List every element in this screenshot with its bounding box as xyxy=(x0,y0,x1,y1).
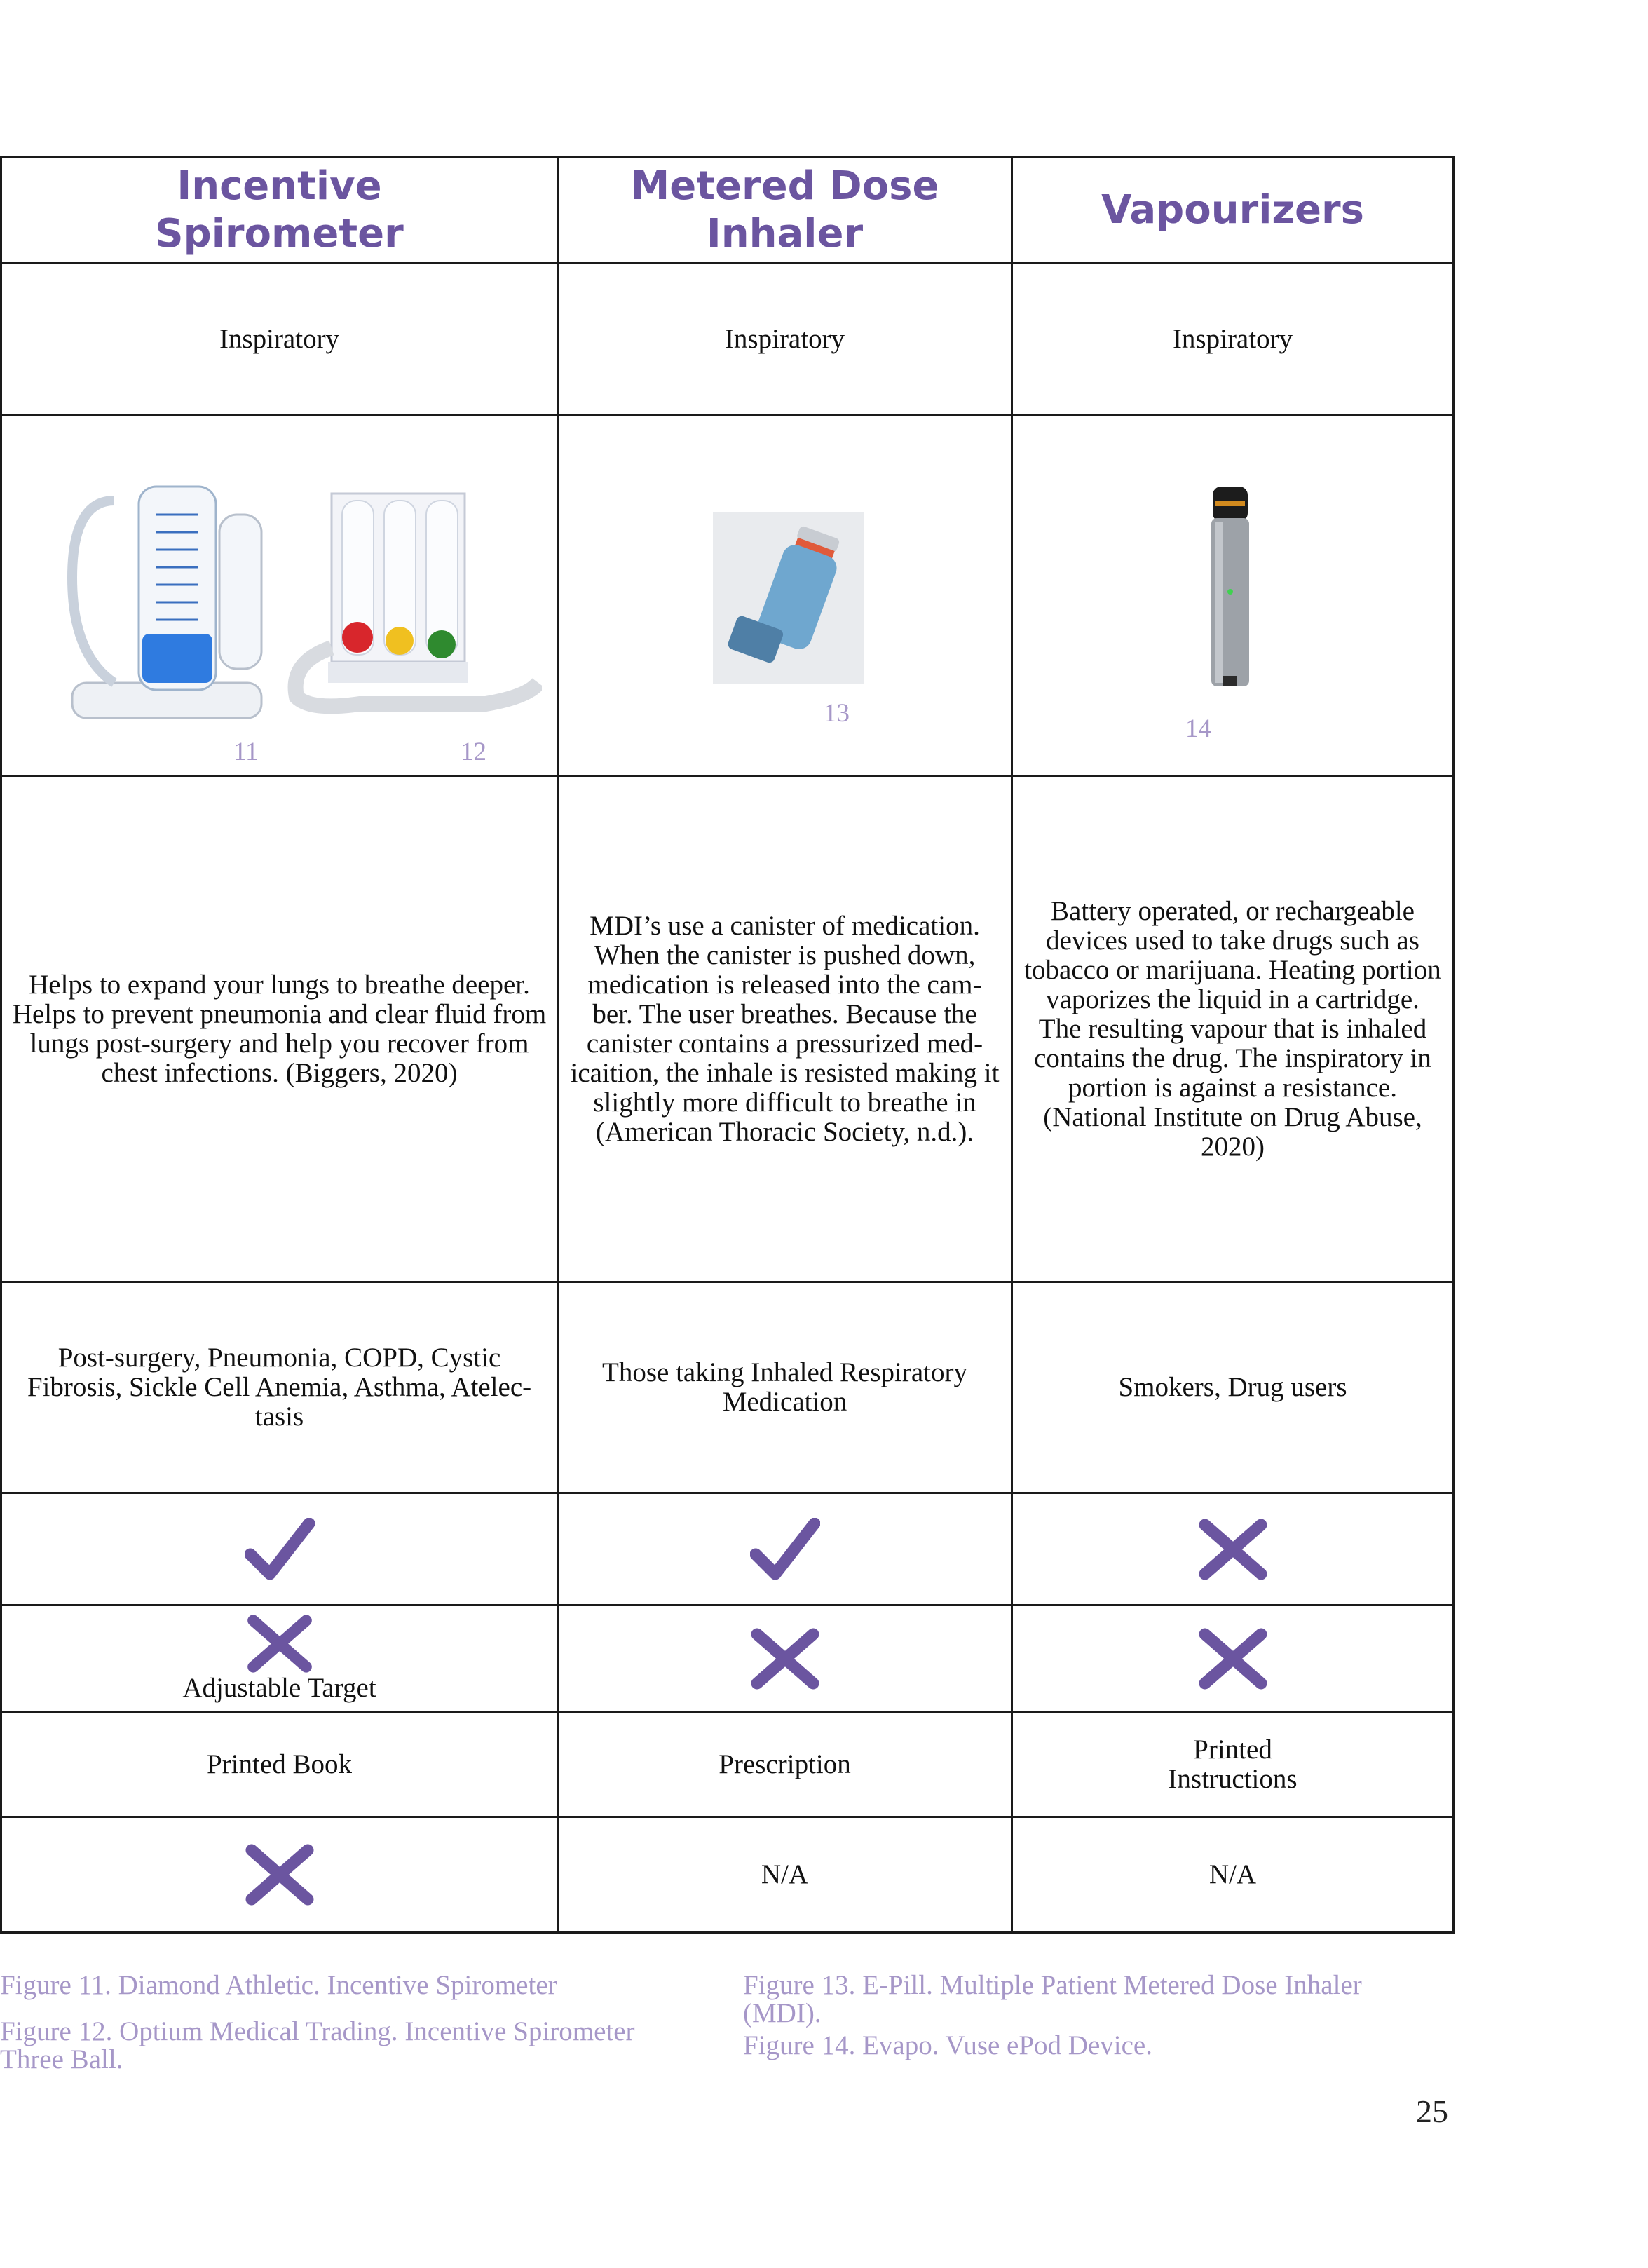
image-row xyxy=(1,416,1454,776)
caption-figure-12: Figure 12. Optium Medical Trading. Incentive Spirometer Three Ball. xyxy=(0,2016,635,2075)
users-text: Those taking Inhaled Respiratory Medication xyxy=(602,1357,967,1417)
users-cell: Post-surgery, Pneumonia, COPD, Cystic Fibrosis, Sickle Cell Anemia, Asthma, Atelec-tasis xyxy=(1,1282,558,1493)
figure-number: 11 xyxy=(233,738,259,766)
comparison-table xyxy=(0,156,1455,1934)
feature-cell xyxy=(1012,1605,1454,1712)
spirometer-images-cell xyxy=(1,416,558,776)
check-icon xyxy=(750,1518,820,1581)
final-cell: N/A xyxy=(1012,1817,1454,1933)
cross-icon xyxy=(245,1614,315,1673)
description-cell: MDI’s use a canister of medication. When the canister is pushed down, medication is released into the cam-ber. The user breathes. Because the canister contains a pressurized med-icaition, the inhale is resisted making it slightly more difficult to breathe in (American Thoracic Society, n.d.). xyxy=(558,776,1012,1282)
header-metered-dose-inhaler: Metered Dose Inhaler xyxy=(630,163,939,257)
cross-icon xyxy=(1198,1627,1268,1690)
feature-cell xyxy=(1,1493,558,1605)
header-row xyxy=(1,157,1454,264)
adjustable-target-label: Adjustable Target xyxy=(182,1673,376,1703)
final-cell: N/A xyxy=(558,1817,1012,1933)
feature-cell xyxy=(558,1605,1012,1712)
instructions-cell: Prescription xyxy=(558,1712,1012,1817)
feature-cell xyxy=(1,1605,558,1712)
header-cell xyxy=(1012,157,1454,264)
instructions-cell xyxy=(1012,1712,1454,1817)
cross-icon xyxy=(245,1843,315,1906)
page-number: 25 xyxy=(1416,2093,1448,2129)
final-cell xyxy=(1,1817,558,1933)
figure-number: 14 xyxy=(1185,714,1211,743)
caption-figure-11: Figure 11. Diamond Athletic. Incentive Spirometer xyxy=(0,1970,557,2000)
figure-number: 13 xyxy=(824,699,850,728)
feature-row xyxy=(1,1605,1454,1712)
type-cell: Inspiratory xyxy=(1,264,558,416)
feature-row xyxy=(1,1493,1454,1605)
type-cell: Inspiratory xyxy=(558,264,1012,416)
feature-cell xyxy=(1012,1493,1454,1605)
header-cell xyxy=(558,157,1012,264)
cross-icon xyxy=(750,1627,820,1690)
inhaler-illustration xyxy=(713,512,864,684)
header-incentive-spirometer: Incentive Spirometer xyxy=(155,163,404,257)
inhaler-image-cell xyxy=(558,416,1012,776)
vape-image-cell xyxy=(1012,416,1454,776)
description-cell: Battery operated, or rechargeable devices used to take drugs such as tobacco or marijuana. Heating portion vaporizes the liquid in a cartridge. The resulting vapour that is inhaled contains the drug. The inspiratory in portion is against a resistance. (National Institute on Drug Abuse, 2020) xyxy=(1012,776,1454,1282)
type-row xyxy=(1,264,1454,416)
description-row xyxy=(1,776,1454,1282)
caption-figure-14: Figure 14. Evapo. Vuse ePod Device. xyxy=(743,2030,1152,2060)
vape-pod-illustration xyxy=(1206,487,1255,690)
instructions-row xyxy=(1,1712,1454,1817)
final-row xyxy=(1,1817,1454,1933)
header-cell xyxy=(1,157,558,264)
figure-number: 12 xyxy=(461,738,486,766)
caption-figure-13: Figure 13. E-Pill. Multiple Patient Metered Dose Inhaler (MDI). xyxy=(743,1970,1362,2028)
type-cell: Inspiratory xyxy=(1012,264,1454,416)
header-vapourizers: Vapourizers xyxy=(1101,186,1364,233)
spirometer-illustration xyxy=(65,473,542,725)
cross-icon xyxy=(1198,1518,1268,1581)
users-cell xyxy=(558,1282,1012,1493)
check-icon xyxy=(245,1518,315,1581)
users-row xyxy=(1,1282,1454,1493)
feature-cell xyxy=(558,1493,1012,1605)
description-cell: Helps to expand your lungs to breathe deeper. Helps to prevent pneumonia and clear fluid from lungs post-surgery and help you recover from chest infections. (Biggers, 2020) xyxy=(1,776,558,1282)
users-cell: Smokers, Drug users xyxy=(1012,1282,1454,1493)
instructions-cell: Printed Book xyxy=(1,1712,558,1817)
instructions-text: Printed Instructions xyxy=(1168,1734,1298,1794)
